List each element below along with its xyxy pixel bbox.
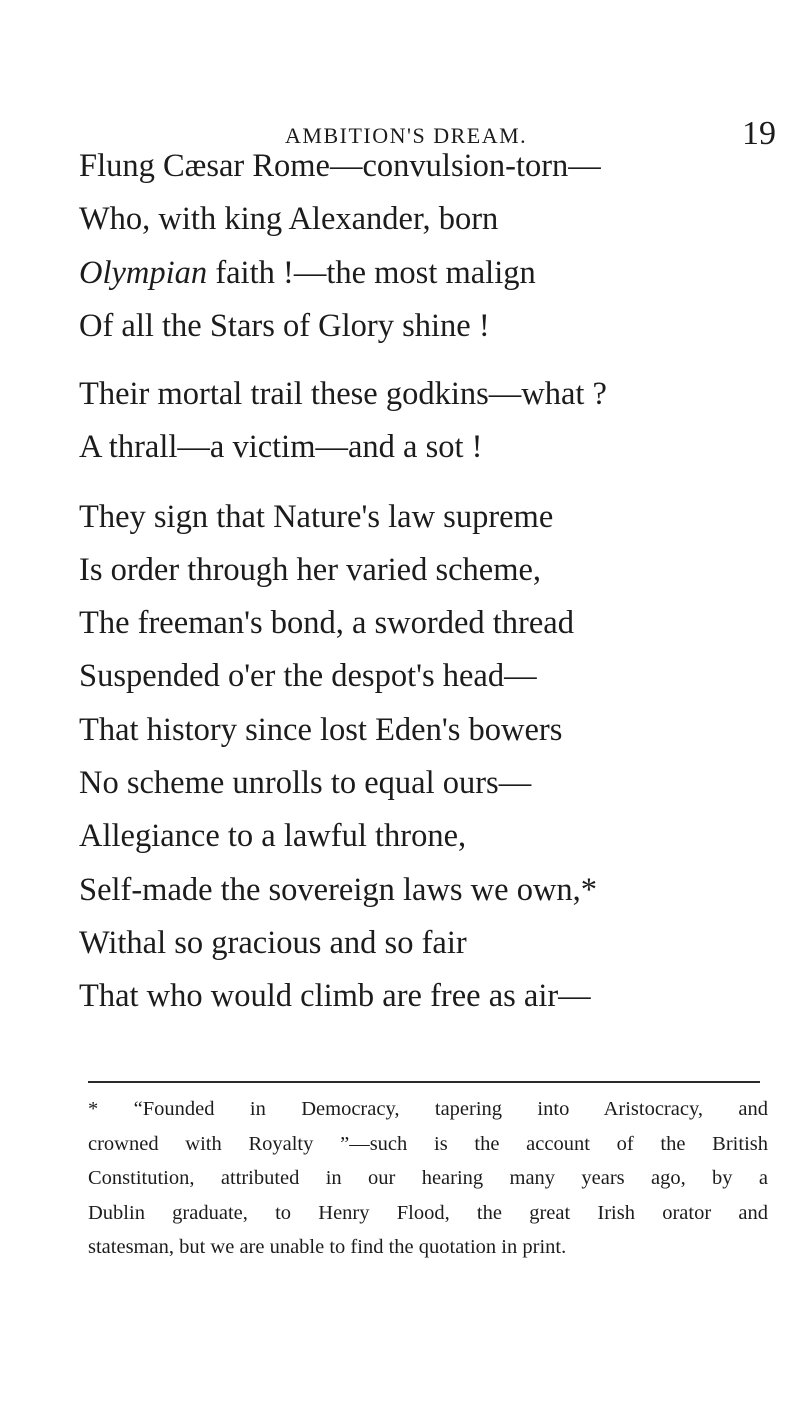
- verse-line: No scheme unrolls to equal ours—: [79, 765, 532, 801]
- footnote-rule: [88, 1081, 760, 1083]
- verse-line: [79, 253, 536, 293]
- verse-line: Is order through her varied scheme,: [79, 552, 542, 588]
- verse-line: Of all the Stars of Glory shine !: [79, 308, 490, 344]
- verse-line: The freeman's bond, a sworded thread: [79, 605, 574, 641]
- footnote-line: Constitution, attributed in our hearing many years ago, by a: [88, 1167, 768, 1189]
- verse-line: Suspended o'er the despot's head—: [79, 658, 537, 694]
- footnote-line: statesman, but we are unable to find the quotation in print.: [88, 1236, 567, 1258]
- verse-line: That who would climb are free as air—: [79, 978, 591, 1014]
- page-number: 19: [742, 115, 776, 152]
- italic-word: Olympian: [79, 255, 208, 291]
- verse-line: Flung Cæsar Rome—convulsion-torn—: [79, 148, 601, 184]
- footnote-line: Dublin graduate, to Henry Flood, the great Irish orator and: [88, 1201, 768, 1224]
- verse-line: A thrall—a victim—and a sot !: [79, 429, 483, 465]
- verse-line-rest: faith !—the most malign: [207, 255, 536, 291]
- footnote: [88, 1092, 768, 1265]
- verse-line: Their mortal trail these godkins—what ?: [79, 376, 607, 412]
- verse-line: Allegiance to a lawful throne,: [79, 818, 467, 854]
- verse-line: Self-made the sovereign laws we own,*: [79, 872, 598, 908]
- verse-line: They sign that Nature's law supreme: [79, 499, 554, 535]
- running-title: AMBITION'S DREAM.: [285, 123, 528, 148]
- verse-line: That history since lost Eden's bowers: [79, 712, 563, 748]
- verse-line: Withal so gracious and so fair: [79, 925, 467, 961]
- footnote-line: * “Founded in Democracy, tapering into Aristocracy, and: [88, 1098, 768, 1120]
- footnote-line: crowned with Royalty ”—such is the account of the British: [88, 1132, 768, 1155]
- verse-line: Who, with king Alexander, born: [79, 201, 499, 237]
